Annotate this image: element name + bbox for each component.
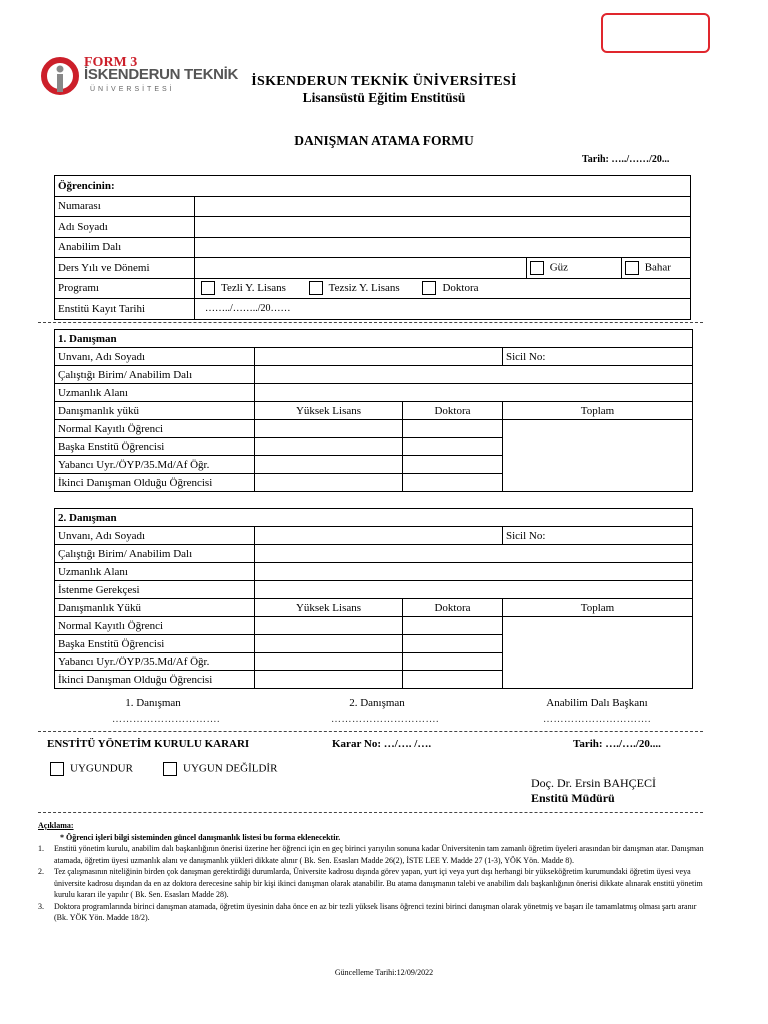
director-title: Enstitü Müdürü <box>531 791 615 805</box>
checkbox-thesis-masters[interactable] <box>201 281 215 295</box>
institute-title: Lisansüstü Eğitim Enstitüsü <box>302 90 466 105</box>
row-label: İkinci Danışman Olduğu Öğrencisi <box>55 474 255 492</box>
decision-date: Tarih: …./…./20.... <box>573 738 661 750</box>
cell-input[interactable] <box>403 617 503 635</box>
note-text: Tez çalışmasının niteliğinin birden çok danışman gerektirdiği durumlarda, Üniversite kadrosu dışında görev yapan, yurt içi veya yurt dışı herhangi bir yükseköğretim kurumundaki öğretim üyesi veya üniversite kadrosu dışından da en az doktora derecesine sahip bir kişi ikinci danışman olarak atanabilir. Bu atama danışmanın talebi ve anabilim dalı başkanlığının önerisi dikkate alınarak enstitü yönetim kurulu kararı ile yapılır ( Bk. Sen. Esasları Madde 28). <box>54 867 703 899</box>
cell-input[interactable] <box>403 420 503 438</box>
load-header-doctorate: Doktora <box>403 402 503 420</box>
approved-label: UYGUNDUR <box>70 762 133 775</box>
signature-line-advisor1[interactable]: …………………………. <box>112 714 220 725</box>
cell-input[interactable] <box>255 671 403 689</box>
checkbox-approved[interactable] <box>50 762 64 776</box>
student-number-field[interactable] <box>195 196 691 217</box>
form-code: FORM 3 <box>84 55 138 70</box>
note-item-2 <box>38 866 706 901</box>
divider <box>38 731 703 732</box>
row-label: Adı Soyadı <box>55 217 195 238</box>
director-name: Doç. Dr. Ersin BAHÇECİ <box>531 776 656 790</box>
checkbox-spring[interactable] <box>625 261 639 275</box>
advisor2-expertise-field[interactable] <box>255 563 693 581</box>
term-fall-cell[interactable] <box>526 258 621 279</box>
student-department-field[interactable] <box>195 237 691 258</box>
row-label: Danışmanlık yükü <box>55 402 255 420</box>
row-label: Numarası <box>55 196 195 217</box>
row-label: Normal Kayıtlı Öğrenci <box>55 420 255 438</box>
row-label: Danışmanlık Yükü <box>55 599 255 617</box>
university-title: İSKENDERUN TEKNİK ÜNİVERSİTESİ <box>251 74 517 89</box>
form-number-box <box>601 13 710 53</box>
notes-section <box>38 820 706 924</box>
option-approved[interactable] <box>50 762 133 776</box>
cell-input[interactable] <box>255 635 403 653</box>
checkbox-not-approved[interactable] <box>163 762 177 776</box>
advisor1-sicil-cell[interactable] <box>503 348 693 366</box>
advisor1-unit-field[interactable] <box>255 366 693 384</box>
row-label: Uzmanlık Alanı <box>55 384 255 402</box>
advisor1-table <box>54 329 693 492</box>
row-label: Başka Enstitü Öğrencisi <box>55 635 255 653</box>
signature-label-advisor1: 1. Danışman <box>125 697 181 709</box>
row-label: Yabancı Uyr./ÖYP/35.Md/Af Öğr. <box>55 456 255 474</box>
row-label: Enstitü Kayıt Tarihi <box>55 299 195 320</box>
advisor1-name-field[interactable] <box>255 348 503 366</box>
checkbox-non-thesis-masters[interactable] <box>309 281 323 295</box>
advisor2-heading: 2. Danışman <box>55 509 693 527</box>
sicil-label: Sicil No: <box>506 350 546 363</box>
checkbox-doctorate[interactable] <box>422 281 436 295</box>
total-field[interactable] <box>503 617 693 689</box>
checkbox-fall[interactable] <box>530 261 544 275</box>
notes-star: * Öğrenci işleri bilgi sisteminden güncel danışmanlık listesi bu forma eklenecektir. <box>60 832 341 842</box>
load-header-masters: Yüksek Lisans <box>255 402 403 420</box>
note-item-1 <box>38 843 706 866</box>
student-table <box>54 175 691 320</box>
decision-number: Karar No: …/…. /…. <box>332 738 432 750</box>
note-text: Enstitü yönetim kurulu, anabilim dalı başkanlığının önerisi üzerine her öğrenci için en geç birinci yarıyılın sonuna kadar Üniversitenin tam zamanlı öğretim üyeleri arasından bir danışman atar. Danışman atamada, öğretim üyesi uzmanlık alanı ve danışmanlık yükleri dikkate alınır ( Bk. Sen. Esasları Madde 26(2), İSTE LEE Y. Madde 27 (1-3), YÖK Yön. Madde 8). <box>54 844 704 865</box>
load-header-masters: Yüksek Lisans <box>255 599 403 617</box>
row-label: Çalıştığı Birim/ Anabilim Dalı <box>55 366 255 384</box>
signature-line-head[interactable]: …………………………. <box>543 714 651 725</box>
note-number: 3. <box>38 901 44 911</box>
term-fall-label: Güz <box>549 261 569 274</box>
signature-line-advisor2[interactable]: …………………………. <box>331 714 439 725</box>
program-non-thesis-masters-label: Tezsiz Y. Lisans <box>328 281 400 294</box>
load-header-doctorate: Doktora <box>403 599 503 617</box>
advisor2-reason-field[interactable] <box>255 581 693 599</box>
term-spring-cell[interactable] <box>621 258 690 279</box>
advisor2-table <box>54 508 693 689</box>
load-header-total: Toplam <box>503 402 693 420</box>
update-date: Güncelleme Tarihi:12/09/2022 <box>334 968 434 977</box>
row-label: Programı <box>55 278 195 299</box>
signature-label-advisor2: 2. Danışman <box>349 697 405 709</box>
program-options-cell <box>195 278 691 299</box>
cell-input[interactable] <box>403 456 503 474</box>
cell-input[interactable] <box>403 653 503 671</box>
row-label: İkinci Danışman Olduğu Öğrencisi <box>55 671 255 689</box>
board-decision-label: ENSTİTÜ YÖNETİM KURULU KARARI <box>47 738 250 750</box>
student-heading: Öğrencinin: <box>55 176 691 197</box>
cell-input[interactable] <box>255 617 403 635</box>
advisor1-heading: 1. Danışman <box>55 330 693 348</box>
row-label: Yabancı Uyr./ÖYP/35.Md/Af Öğr. <box>55 653 255 671</box>
row-label: Ders Yılı ve Dönemi <box>55 258 195 279</box>
notes-heading: Açıklama: <box>38 821 74 830</box>
cell-input[interactable] <box>255 420 403 438</box>
row-label: Unvanı, Adı Soyadı <box>55 527 255 545</box>
advisor2-sicil-cell[interactable] <box>503 527 693 545</box>
cell-input[interactable] <box>255 438 403 456</box>
advisor2-name-field[interactable] <box>255 527 503 545</box>
advisor2-unit-field[interactable] <box>255 545 693 563</box>
academic-year-field[interactable] <box>195 258 527 279</box>
cell-input[interactable] <box>255 456 403 474</box>
signature-label-head: Anabilim Dalı Başkanı <box>546 697 648 709</box>
total-field[interactable] <box>503 420 693 492</box>
row-label: İstenme Gerekçesi <box>55 581 255 599</box>
row-label: Uzmanlık Alanı <box>55 563 255 581</box>
cell-input[interactable] <box>255 653 403 671</box>
cell-input[interactable] <box>255 474 403 492</box>
advisor1-expertise-field[interactable] <box>255 384 693 402</box>
note-text: Doktora programlarında birinci danışman atamada, öğretim üyesinin daha önce en az bir tezli yüksek lisans öğrenci tezini birinci danışman olarak yönetmiş ve başarı ile tamamlatmış olması şartı aranır (Bk. YÖK Yön. Madde 18/2). <box>54 901 697 922</box>
row-label: Normal Kayıtlı Öğrenci <box>55 617 255 635</box>
note-number: 2. <box>38 867 44 876</box>
term-spring-label: Bahar <box>644 261 671 274</box>
note-number: 1. <box>38 844 44 853</box>
cell-input[interactable] <box>403 671 503 689</box>
divider <box>38 812 703 813</box>
row-label: Başka Enstitü Öğrencisi <box>55 438 255 456</box>
row-label: Çalıştığı Birim/ Anabilim Dalı <box>55 545 255 563</box>
not-approved-label: UYGUN DEĞİLDİR <box>183 762 278 775</box>
program-thesis-masters-label: Tezli Y. Lisans <box>221 281 286 294</box>
cell-input[interactable] <box>403 474 503 492</box>
load-header-total: Toplam <box>503 599 693 617</box>
cell-input[interactable] <box>403 635 503 653</box>
logo-subtitle: ÜNİVERSİTESİ <box>90 86 175 93</box>
logo-name: İSKENDERUN TEKNİK <box>84 66 239 83</box>
note-item-3 <box>38 901 706 924</box>
student-name-field[interactable] <box>195 217 691 238</box>
sicil-label: Sicil No: <box>506 529 546 542</box>
notes-star-text: Öğrenci işleri bilgi sisteminden güncel danışmanlık listesi bu forma eklenecektir. <box>66 832 341 842</box>
registration-date-field[interactable]: ……../……../20…… <box>195 299 691 320</box>
form-title: DANIŞMAN ATAMA FORMU <box>294 133 474 148</box>
row-label: Anabilim Dalı <box>55 237 195 258</box>
program-doctorate-label: Doktora <box>442 281 479 294</box>
divider <box>38 322 703 323</box>
option-not-approved[interactable] <box>163 762 277 776</box>
form-date: Tarih: …../……/20... <box>582 154 670 165</box>
cell-input[interactable] <box>403 438 503 456</box>
row-label: Unvanı, Adı Soyadı <box>55 348 255 366</box>
